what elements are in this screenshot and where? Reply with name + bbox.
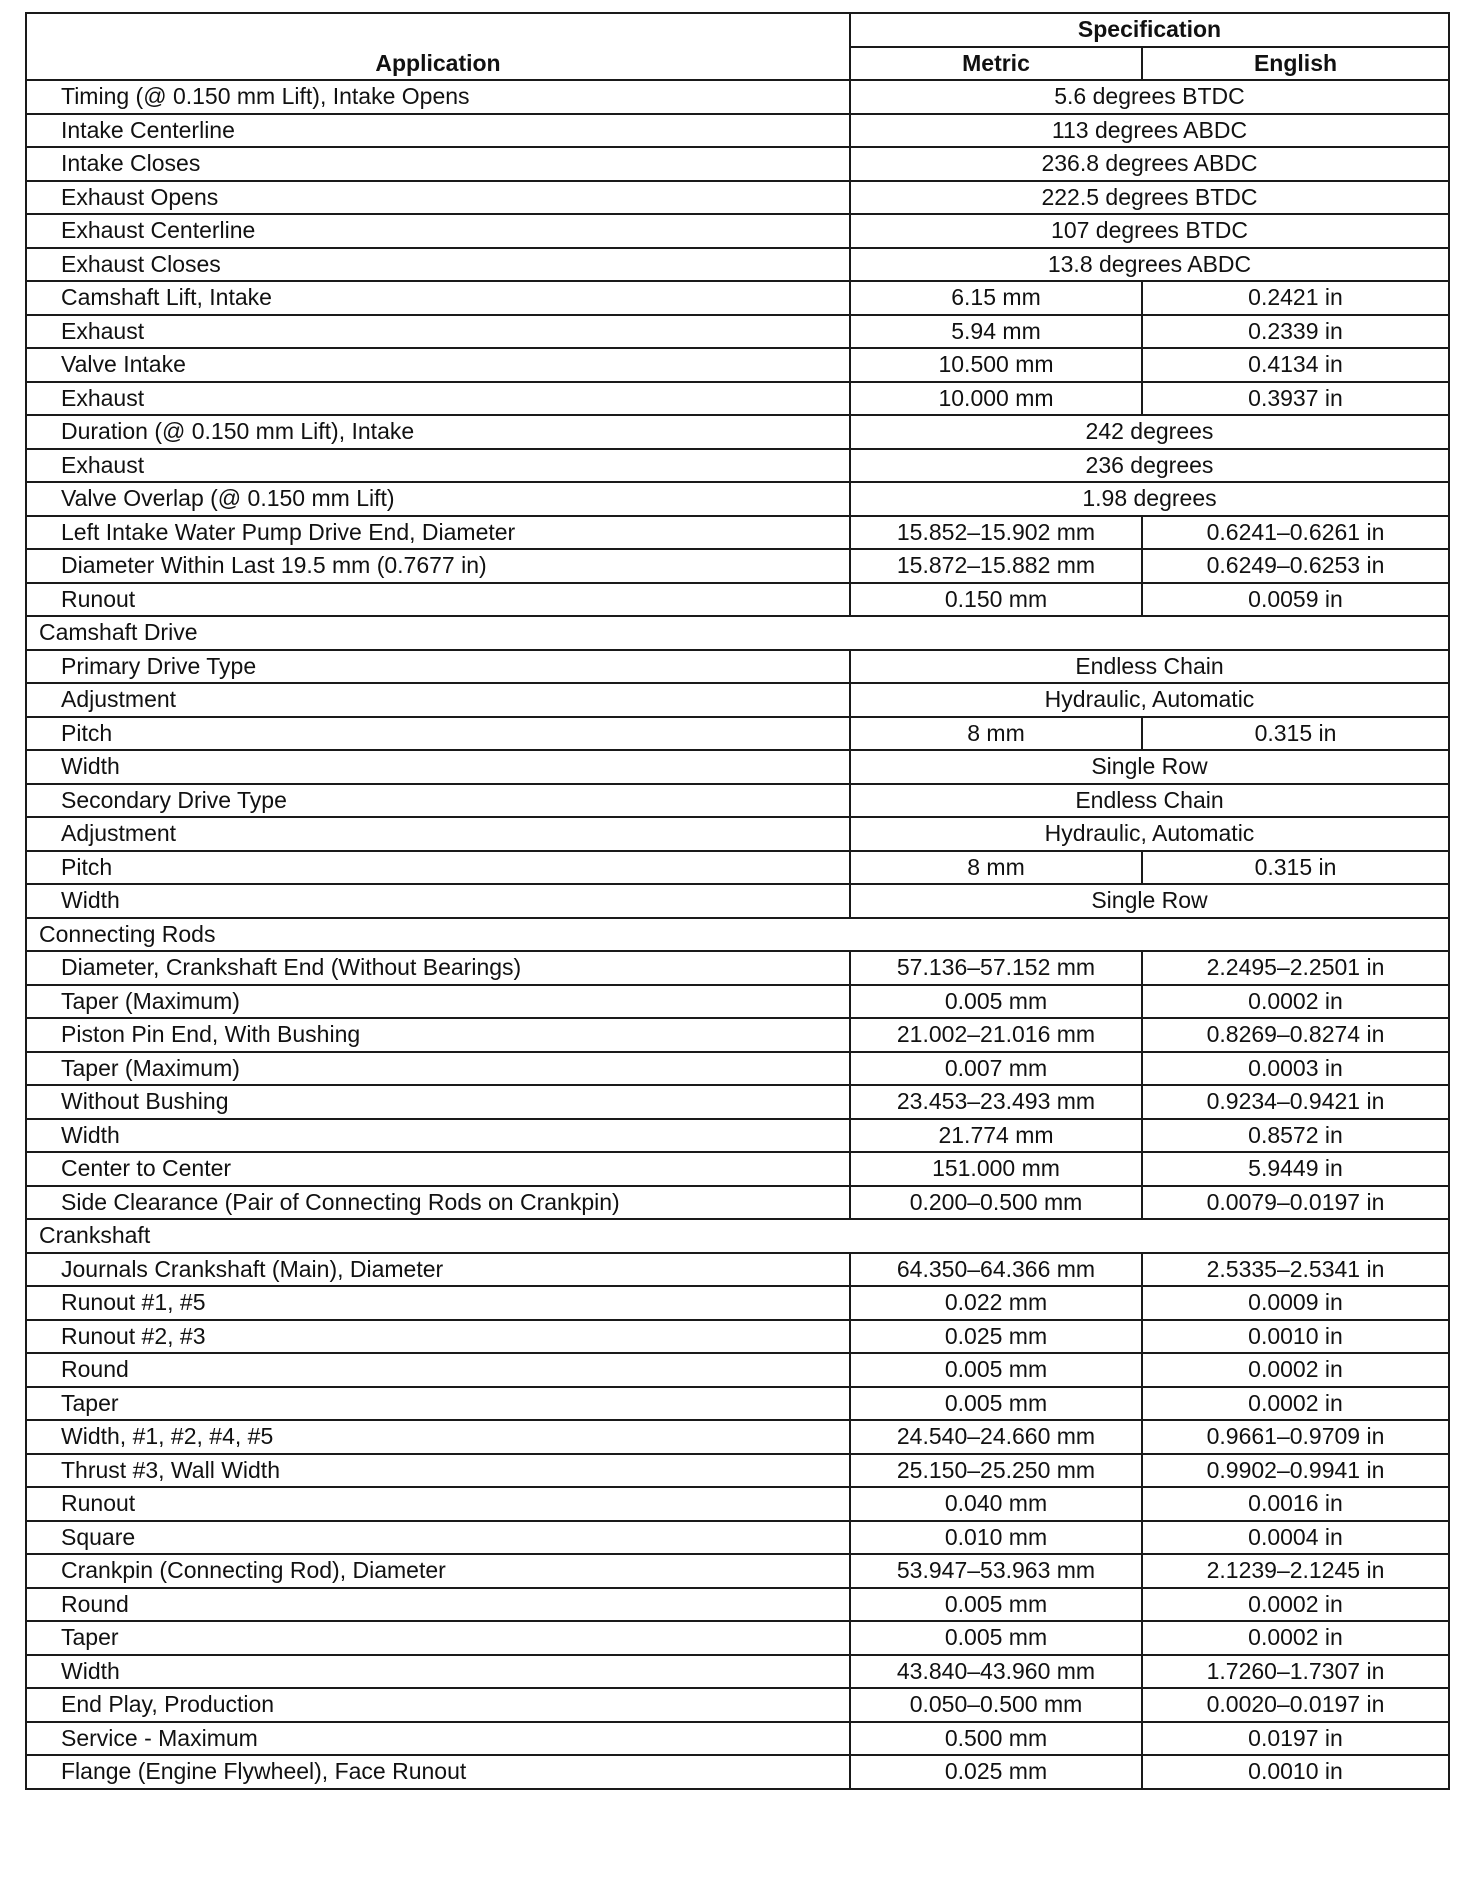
table-row bbox=[26, 1152, 1449, 1186]
specification-header: Specification bbox=[850, 13, 1449, 47]
metric-cell: 0.150 mm bbox=[850, 583, 1142, 617]
metric-cell: 0.022 mm bbox=[850, 1286, 1142, 1320]
metric-cell: 0.040 mm bbox=[850, 1487, 1142, 1521]
application-cell: Timing (@ 0.150 mm Lift), Intake Opens bbox=[26, 80, 850, 114]
application-cell: Service - Maximum bbox=[26, 1722, 850, 1756]
table-row bbox=[26, 348, 1449, 382]
application-cell: Round bbox=[26, 1353, 850, 1387]
application-cell: Left Intake Water Pump Drive End, Diameter bbox=[26, 516, 850, 550]
application-cell: Square bbox=[26, 1521, 850, 1555]
english-cell: 0.8572 in bbox=[1142, 1119, 1449, 1153]
metric-cell: 64.350–64.366 mm bbox=[850, 1253, 1142, 1287]
application-cell: Runout bbox=[26, 1487, 850, 1521]
english-cell: 1.7260–1.7307 in bbox=[1142, 1655, 1449, 1689]
application-cell: Diameter Within Last 19.5 mm (0.7677 in) bbox=[26, 549, 850, 583]
english-cell: 2.1239–2.1245 in bbox=[1142, 1554, 1449, 1588]
application-cell: Thrust #3, Wall Width bbox=[26, 1454, 850, 1488]
table-row bbox=[26, 1018, 1449, 1052]
specification-cell: Endless Chain bbox=[850, 650, 1449, 684]
table-row bbox=[26, 985, 1449, 1019]
table-row bbox=[26, 1253, 1449, 1287]
table-row bbox=[26, 482, 1449, 516]
specification-cell: 107 degrees BTDC bbox=[850, 214, 1449, 248]
application-cell: Exhaust Centerline bbox=[26, 214, 850, 248]
metric-cell: 5.94 mm bbox=[850, 315, 1142, 349]
table-row bbox=[26, 1521, 1449, 1555]
english-cell: 0.0002 in bbox=[1142, 985, 1449, 1019]
header-row-top bbox=[26, 13, 1449, 47]
application-cell: Duration (@ 0.150 mm Lift), Intake bbox=[26, 415, 850, 449]
table-row bbox=[26, 449, 1449, 483]
table-row bbox=[26, 114, 1449, 148]
english-cell: 0.2339 in bbox=[1142, 315, 1449, 349]
english-cell: 0.0002 in bbox=[1142, 1353, 1449, 1387]
specification-cell: 1.98 degrees bbox=[850, 482, 1449, 516]
english-header: English bbox=[1142, 47, 1449, 81]
table-row bbox=[26, 951, 1449, 985]
metric-header: Metric bbox=[850, 47, 1142, 81]
table-row bbox=[26, 683, 1449, 717]
table-row bbox=[26, 884, 1449, 918]
metric-cell: 0.010 mm bbox=[850, 1521, 1142, 1555]
application-cell: Crankpin (Connecting Rod), Diameter bbox=[26, 1554, 850, 1588]
application-cell: End Play, Production bbox=[26, 1688, 850, 1722]
table-row bbox=[26, 784, 1449, 818]
specification-cell: 113 degrees ABDC bbox=[850, 114, 1449, 148]
table-row bbox=[26, 1655, 1449, 1689]
metric-cell: 0.025 mm bbox=[850, 1320, 1142, 1354]
metric-cell: 0.200–0.500 mm bbox=[850, 1186, 1142, 1220]
english-cell: 0.9661–0.9709 in bbox=[1142, 1420, 1449, 1454]
metric-cell: 15.872–15.882 mm bbox=[850, 549, 1142, 583]
english-cell: 0.0010 in bbox=[1142, 1755, 1449, 1789]
metric-cell: 0.005 mm bbox=[850, 1621, 1142, 1655]
table-row bbox=[26, 1755, 1449, 1789]
application-cell: Flange (Engine Flywheel), Face Runout bbox=[26, 1755, 850, 1789]
metric-cell: 0.007 mm bbox=[850, 1052, 1142, 1086]
metric-cell: 8 mm bbox=[850, 851, 1142, 885]
english-cell: 0.0020–0.0197 in bbox=[1142, 1688, 1449, 1722]
application-header: Application bbox=[26, 13, 850, 80]
english-cell: 0.6249–0.6253 in bbox=[1142, 549, 1449, 583]
english-cell: 0.0079–0.0197 in bbox=[1142, 1186, 1449, 1220]
english-cell: 0.0010 in bbox=[1142, 1320, 1449, 1354]
section-row bbox=[26, 918, 1449, 952]
table-row bbox=[26, 549, 1449, 583]
english-cell: 2.5335–2.5341 in bbox=[1142, 1253, 1449, 1287]
table-row bbox=[26, 1420, 1449, 1454]
english-cell: 0.6241–0.6261 in bbox=[1142, 516, 1449, 550]
table-row bbox=[26, 214, 1449, 248]
table-row bbox=[26, 1454, 1449, 1488]
application-cell: Exhaust bbox=[26, 315, 850, 349]
application-cell: Taper (Maximum) bbox=[26, 985, 850, 1019]
application-cell: Runout bbox=[26, 583, 850, 617]
specification-cell: Single Row bbox=[850, 750, 1449, 784]
application-cell: Width bbox=[26, 750, 850, 784]
english-cell: 0.3937 in bbox=[1142, 382, 1449, 416]
metric-cell: 8 mm bbox=[850, 717, 1142, 751]
application-cell: Width bbox=[26, 1655, 850, 1689]
english-cell: 0.8269–0.8274 in bbox=[1142, 1018, 1449, 1052]
table-row bbox=[26, 817, 1449, 851]
metric-cell: 151.000 mm bbox=[850, 1152, 1142, 1186]
table-row bbox=[26, 1085, 1449, 1119]
english-cell: 0.0002 in bbox=[1142, 1621, 1449, 1655]
metric-cell: 0.025 mm bbox=[850, 1755, 1142, 1789]
table-row bbox=[26, 516, 1449, 550]
specification-cell: 13.8 degrees ABDC bbox=[850, 248, 1449, 282]
table-row bbox=[26, 315, 1449, 349]
table-row bbox=[26, 382, 1449, 416]
english-cell: 0.4134 in bbox=[1142, 348, 1449, 382]
application-cell: Exhaust Closes bbox=[26, 248, 850, 282]
application-cell: Diameter, Crankshaft End (Without Bearings) bbox=[26, 951, 850, 985]
table-row bbox=[26, 1588, 1449, 1622]
english-cell: 0.0002 in bbox=[1142, 1387, 1449, 1421]
table-row bbox=[26, 1688, 1449, 1722]
english-cell: 0.315 in bbox=[1142, 717, 1449, 751]
application-cell: Width bbox=[26, 884, 850, 918]
english-cell: 0.0059 in bbox=[1142, 583, 1449, 617]
table-row bbox=[26, 1722, 1449, 1756]
application-cell: Intake Closes bbox=[26, 147, 850, 181]
table-row bbox=[26, 1621, 1449, 1655]
table-row bbox=[26, 750, 1449, 784]
specification-cell: 222.5 degrees BTDC bbox=[850, 181, 1449, 215]
specification-cell: 5.6 degrees BTDC bbox=[850, 80, 1449, 114]
english-cell: 0.0003 in bbox=[1142, 1052, 1449, 1086]
table-body bbox=[26, 80, 1449, 1789]
english-cell: 0.9902–0.9941 in bbox=[1142, 1454, 1449, 1488]
application-cell: Taper (Maximum) bbox=[26, 1052, 850, 1086]
table-row bbox=[26, 1554, 1449, 1588]
table-row bbox=[26, 583, 1449, 617]
specification-cell: Hydraulic, Automatic bbox=[850, 817, 1449, 851]
english-cell: 0.0016 in bbox=[1142, 1487, 1449, 1521]
section-row bbox=[26, 616, 1449, 650]
specification-cell: 236 degrees bbox=[850, 449, 1449, 483]
table-row bbox=[26, 1353, 1449, 1387]
english-cell: 0.0002 in bbox=[1142, 1588, 1449, 1622]
application-cell: Exhaust Opens bbox=[26, 181, 850, 215]
metric-cell: 57.136–57.152 mm bbox=[850, 951, 1142, 985]
specification-cell: Endless Chain bbox=[850, 784, 1449, 818]
application-cell: Side Clearance (Pair of Connecting Rods on Crankpin) bbox=[26, 1186, 850, 1220]
metric-cell: 0.500 mm bbox=[850, 1722, 1142, 1756]
table-row bbox=[26, 1052, 1449, 1086]
metric-cell: 0.005 mm bbox=[850, 985, 1142, 1019]
table-row bbox=[26, 1119, 1449, 1153]
table-row bbox=[26, 851, 1449, 885]
english-cell: 5.9449 in bbox=[1142, 1152, 1449, 1186]
application-cell: Exhaust bbox=[26, 382, 850, 416]
section-title: Camshaft Drive bbox=[26, 616, 1449, 650]
english-cell: 0.315 in bbox=[1142, 851, 1449, 885]
application-cell: Pitch bbox=[26, 851, 850, 885]
application-cell: Exhaust bbox=[26, 449, 850, 483]
metric-cell: 53.947–53.963 mm bbox=[850, 1554, 1142, 1588]
specification-table bbox=[25, 12, 1450, 1790]
table-row bbox=[26, 80, 1449, 114]
metric-cell: 10.500 mm bbox=[850, 348, 1142, 382]
specification-cell: Hydraulic, Automatic bbox=[850, 683, 1449, 717]
specification-cell: 236.8 degrees ABDC bbox=[850, 147, 1449, 181]
application-cell: Secondary Drive Type bbox=[26, 784, 850, 818]
application-cell: Width bbox=[26, 1119, 850, 1153]
section-row bbox=[26, 1219, 1449, 1253]
application-cell: Valve Overlap (@ 0.150 mm Lift) bbox=[26, 482, 850, 516]
metric-cell: 0.005 mm bbox=[850, 1353, 1142, 1387]
table-row bbox=[26, 717, 1449, 751]
section-title: Connecting Rods bbox=[26, 918, 1449, 952]
english-cell: 0.0004 in bbox=[1142, 1521, 1449, 1555]
metric-cell: 24.540–24.660 mm bbox=[850, 1420, 1142, 1454]
application-cell: Taper bbox=[26, 1387, 850, 1421]
table-row bbox=[26, 1387, 1449, 1421]
english-cell: 2.2495–2.2501 in bbox=[1142, 951, 1449, 985]
application-cell: Adjustment bbox=[26, 817, 850, 851]
metric-cell: 15.852–15.902 mm bbox=[850, 516, 1142, 550]
metric-cell: 21.002–21.016 mm bbox=[850, 1018, 1142, 1052]
application-cell: Width, #1, #2, #4, #5 bbox=[26, 1420, 850, 1454]
application-cell: Camshaft Lift, Intake bbox=[26, 281, 850, 315]
metric-cell: 6.15 mm bbox=[850, 281, 1142, 315]
application-cell: Round bbox=[26, 1588, 850, 1622]
metric-cell: 23.453–23.493 mm bbox=[850, 1085, 1142, 1119]
application-cell: Runout #1, #5 bbox=[26, 1286, 850, 1320]
metric-cell: 0.050–0.500 mm bbox=[850, 1688, 1142, 1722]
english-cell: 0.9234–0.9421 in bbox=[1142, 1085, 1449, 1119]
application-cell: Center to Center bbox=[26, 1152, 850, 1186]
table-row bbox=[26, 415, 1449, 449]
application-cell: Pitch bbox=[26, 717, 850, 751]
application-cell: Taper bbox=[26, 1621, 850, 1655]
english-cell: 0.0197 in bbox=[1142, 1722, 1449, 1756]
table-row bbox=[26, 1286, 1449, 1320]
application-cell: Piston Pin End, With Bushing bbox=[26, 1018, 850, 1052]
table-row bbox=[26, 248, 1449, 282]
table-header bbox=[26, 13, 1449, 80]
metric-cell: 0.005 mm bbox=[850, 1387, 1142, 1421]
table-row bbox=[26, 650, 1449, 684]
application-cell: Runout #2, #3 bbox=[26, 1320, 850, 1354]
table-row bbox=[26, 281, 1449, 315]
table-row bbox=[26, 147, 1449, 181]
english-cell: 0.2421 in bbox=[1142, 281, 1449, 315]
metric-cell: 25.150–25.250 mm bbox=[850, 1454, 1142, 1488]
table-row bbox=[26, 1320, 1449, 1354]
metric-cell: 21.774 mm bbox=[850, 1119, 1142, 1153]
application-cell: Without Bushing bbox=[26, 1085, 850, 1119]
application-cell: Primary Drive Type bbox=[26, 650, 850, 684]
application-cell: Valve Intake bbox=[26, 348, 850, 382]
metric-cell: 0.005 mm bbox=[850, 1588, 1142, 1622]
table-row bbox=[26, 181, 1449, 215]
specification-cell: 242 degrees bbox=[850, 415, 1449, 449]
application-cell: Intake Centerline bbox=[26, 114, 850, 148]
metric-cell: 10.000 mm bbox=[850, 382, 1142, 416]
table-row bbox=[26, 1487, 1449, 1521]
specification-cell: Single Row bbox=[850, 884, 1449, 918]
section-title: Crankshaft bbox=[26, 1219, 1449, 1253]
metric-cell: 43.840–43.960 mm bbox=[850, 1655, 1142, 1689]
english-cell: 0.0009 in bbox=[1142, 1286, 1449, 1320]
application-cell: Journals Crankshaft (Main), Diameter bbox=[26, 1253, 850, 1287]
table-row bbox=[26, 1186, 1449, 1220]
application-cell: Adjustment bbox=[26, 683, 850, 717]
